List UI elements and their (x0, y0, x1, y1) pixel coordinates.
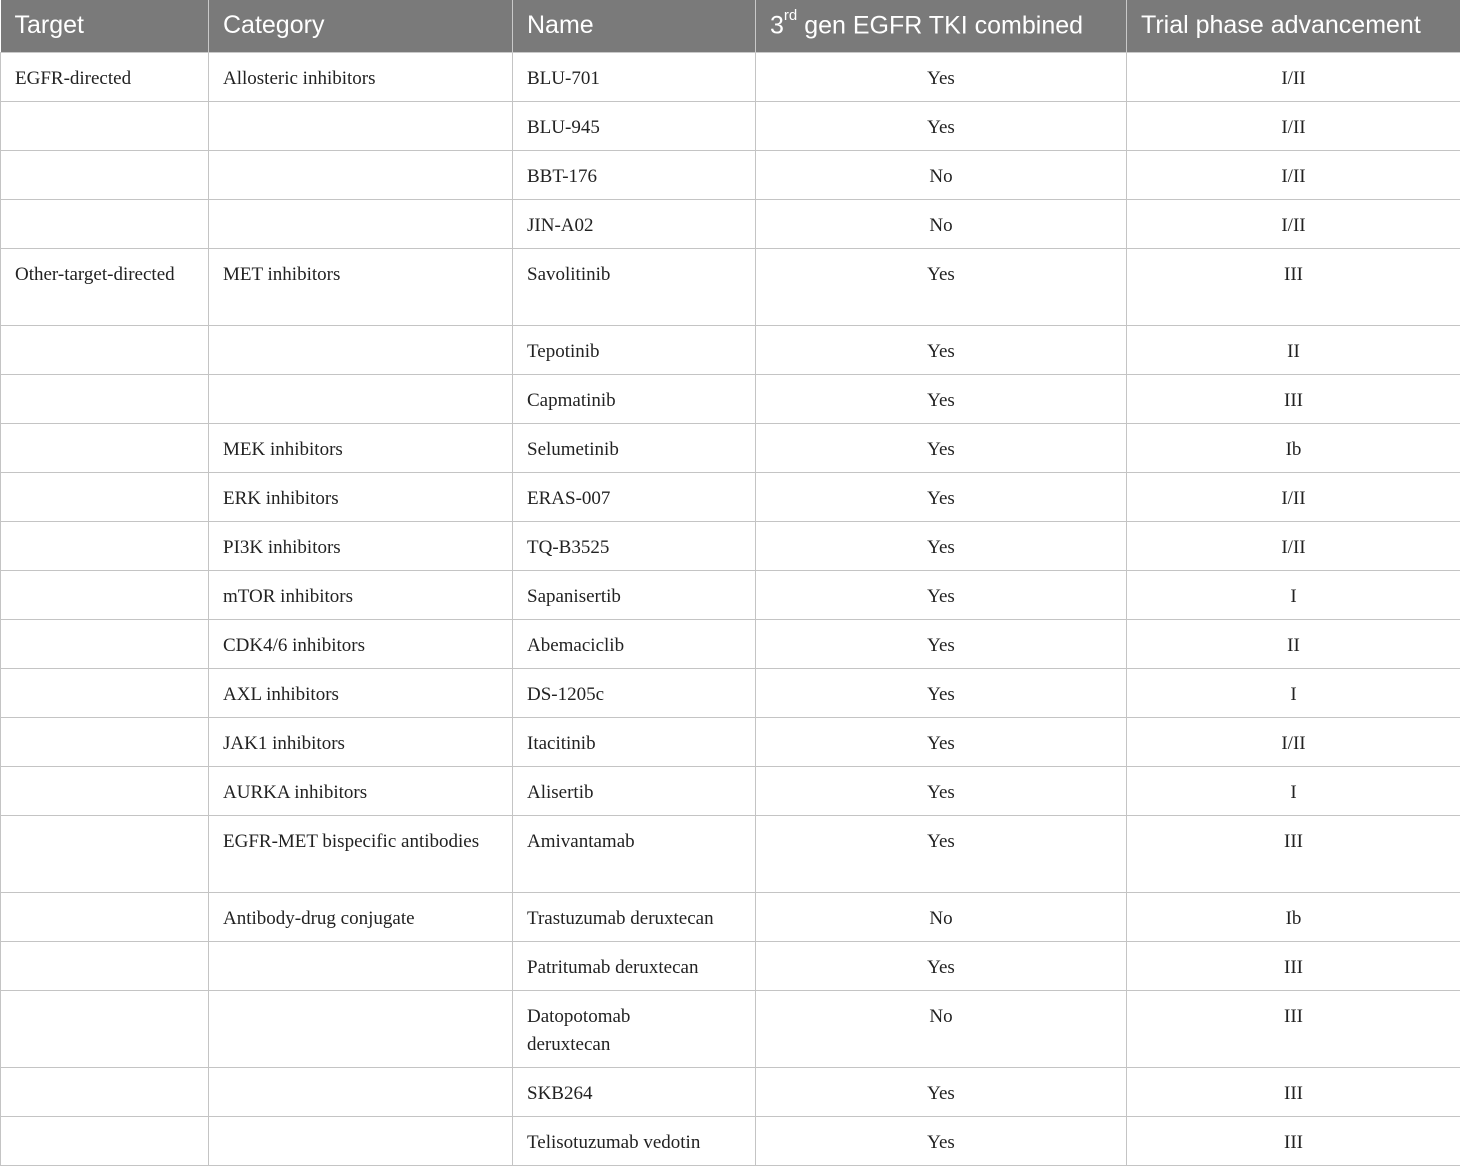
table-row (1, 101, 1460, 150)
cell-phase: I/II (1127, 199, 1460, 248)
cell-phase: I (1127, 570, 1460, 619)
cell-combined: Yes (756, 1067, 1127, 1116)
cell-phase: I/II (1127, 472, 1460, 521)
table-row (1, 1116, 1460, 1165)
header-target: Target (1, 0, 209, 52)
cell-category: mTOR inhibitors (209, 570, 513, 619)
cell-phase: III (1127, 815, 1460, 892)
cell-combined: No (756, 199, 1127, 248)
cell-combined: Yes (756, 766, 1127, 815)
cell-target (1, 941, 209, 990)
cell-name: Itacitinib (513, 717, 756, 766)
table-body (1, 52, 1460, 1165)
cell-name: SKB264 (513, 1067, 756, 1116)
cell-name: JIN-A02 (513, 199, 756, 248)
cell-combined: Yes (756, 570, 1127, 619)
cell-phase: III (1127, 1116, 1460, 1165)
cell-combined: Yes (756, 248, 1127, 325)
cell-phase: Ib (1127, 892, 1460, 941)
cell-combined: Yes (756, 941, 1127, 990)
cell-target (1, 990, 209, 1067)
header-combined-superscript: rd (784, 7, 797, 24)
table-row (1, 325, 1460, 374)
cell-name: Sapanisertib (513, 570, 756, 619)
cell-category (209, 199, 513, 248)
cell-phase: III (1127, 374, 1460, 423)
cell-combined: No (756, 150, 1127, 199)
cell-phase: I (1127, 668, 1460, 717)
cell-category: ERK inhibitors (209, 472, 513, 521)
cell-category: AURKA inhibitors (209, 766, 513, 815)
cell-name: Tepotinib (513, 325, 756, 374)
header-combined-prefix: 3 (770, 11, 784, 39)
cell-combined: Yes (756, 374, 1127, 423)
cell-target (1, 325, 209, 374)
table-row (1, 941, 1460, 990)
header-combined-suffix: gen EGFR TKI combined (797, 11, 1083, 39)
cell-phase: III (1127, 1067, 1460, 1116)
cell-name: BLU-701 (513, 52, 756, 101)
table-row (1, 199, 1460, 248)
cell-target (1, 199, 209, 248)
cell-target (1, 766, 209, 815)
cell-category: MET inhibitors (209, 248, 513, 325)
cell-phase: Ib (1127, 423, 1460, 472)
cell-target (1, 1067, 209, 1116)
cell-name: Abemaciclib (513, 619, 756, 668)
cell-phase: I/II (1127, 52, 1460, 101)
cell-phase: I (1127, 766, 1460, 815)
cell-name: Amivantamab (513, 815, 756, 892)
cell-combined: Yes (756, 325, 1127, 374)
cell-combined: Yes (756, 472, 1127, 521)
cell-category: Allosteric inhibitors (209, 52, 513, 101)
cell-category: PI3K inhibitors (209, 521, 513, 570)
header-category: Category (209, 0, 513, 52)
cell-name: BLU-945 (513, 101, 756, 150)
cell-target (1, 892, 209, 941)
cell-target (1, 717, 209, 766)
table-row (1, 374, 1460, 423)
cell-category: MEK inhibitors (209, 423, 513, 472)
table-row (1, 570, 1460, 619)
cell-target (1, 423, 209, 472)
cell-name: Selumetinib (513, 423, 756, 472)
table-row (1, 472, 1460, 521)
table-row (1, 248, 1460, 325)
cell-target (1, 472, 209, 521)
cell-phase: III (1127, 248, 1460, 325)
cell-phase: III (1127, 990, 1460, 1067)
cell-combined: Yes (756, 423, 1127, 472)
table-row (1, 150, 1460, 199)
cell-category (209, 1116, 513, 1165)
cell-name: Alisertib (513, 766, 756, 815)
cell-category (209, 150, 513, 199)
cell-category: JAK1 inhibitors (209, 717, 513, 766)
cell-name: Datopotomab deruxtecan (513, 990, 756, 1067)
cell-combined: Yes (756, 815, 1127, 892)
cell-combined: No (756, 892, 1127, 941)
table-row (1, 423, 1460, 472)
cell-phase: I/II (1127, 521, 1460, 570)
cell-target (1, 101, 209, 150)
table-row (1, 52, 1460, 101)
cell-category: Antibody-drug conjugate (209, 892, 513, 941)
table-row (1, 815, 1460, 892)
cell-category: CDK4/6 inhibitors (209, 619, 513, 668)
cell-category (209, 374, 513, 423)
cell-combined: Yes (756, 101, 1127, 150)
cell-target (1, 815, 209, 892)
table-row (1, 990, 1460, 1067)
cell-category (209, 1067, 513, 1116)
cell-category: EGFR-MET bispecific antibodies (209, 815, 513, 892)
cell-category (209, 941, 513, 990)
table-row (1, 668, 1460, 717)
table-row (1, 766, 1460, 815)
cell-target (1, 570, 209, 619)
cell-name: Telisotuzumab vedotin (513, 1116, 756, 1165)
cell-name: Capmatinib (513, 374, 756, 423)
cell-combined: No (756, 990, 1127, 1067)
cell-name: ERAS-007 (513, 472, 756, 521)
cell-combined: Yes (756, 717, 1127, 766)
cell-combined: Yes (756, 521, 1127, 570)
cell-combined: Yes (756, 668, 1127, 717)
table-header (1, 0, 1460, 52)
header-row (1, 0, 1460, 52)
header-phase: Trial phase advancement (1127, 0, 1460, 52)
cell-combined: Yes (756, 619, 1127, 668)
table-row (1, 521, 1460, 570)
cell-phase: I/II (1127, 717, 1460, 766)
cell-name: Trastuzumab deruxtecan (513, 892, 756, 941)
table-row (1, 717, 1460, 766)
table-row (1, 1067, 1460, 1116)
cell-phase: III (1127, 941, 1460, 990)
cell-phase: II (1127, 619, 1460, 668)
cell-name: TQ-B3525 (513, 521, 756, 570)
cell-phase: II (1127, 325, 1460, 374)
cell-target: EGFR-directed (1, 52, 209, 101)
cell-phase: I/II (1127, 150, 1460, 199)
cell-category (209, 101, 513, 150)
cell-phase: I/II (1127, 101, 1460, 150)
table-row (1, 619, 1460, 668)
table-row (1, 892, 1460, 941)
cell-target (1, 374, 209, 423)
cell-combined: Yes (756, 52, 1127, 101)
cell-combined: Yes (756, 1116, 1127, 1165)
header-name: Name (513, 0, 756, 52)
cell-target (1, 668, 209, 717)
header-combined (756, 0, 1127, 52)
cell-target (1, 521, 209, 570)
cell-category (209, 990, 513, 1067)
cell-target (1, 619, 209, 668)
cell-category: AXL inhibitors (209, 668, 513, 717)
cell-name: Patritumab deruxtecan (513, 941, 756, 990)
cell-name: BBT-176 (513, 150, 756, 199)
cell-target (1, 150, 209, 199)
cell-target (1, 1116, 209, 1165)
cell-name: DS-1205c (513, 668, 756, 717)
cell-name: Savolitinib (513, 248, 756, 325)
cell-category (209, 325, 513, 374)
cell-target: Other-target-directed (1, 248, 209, 325)
